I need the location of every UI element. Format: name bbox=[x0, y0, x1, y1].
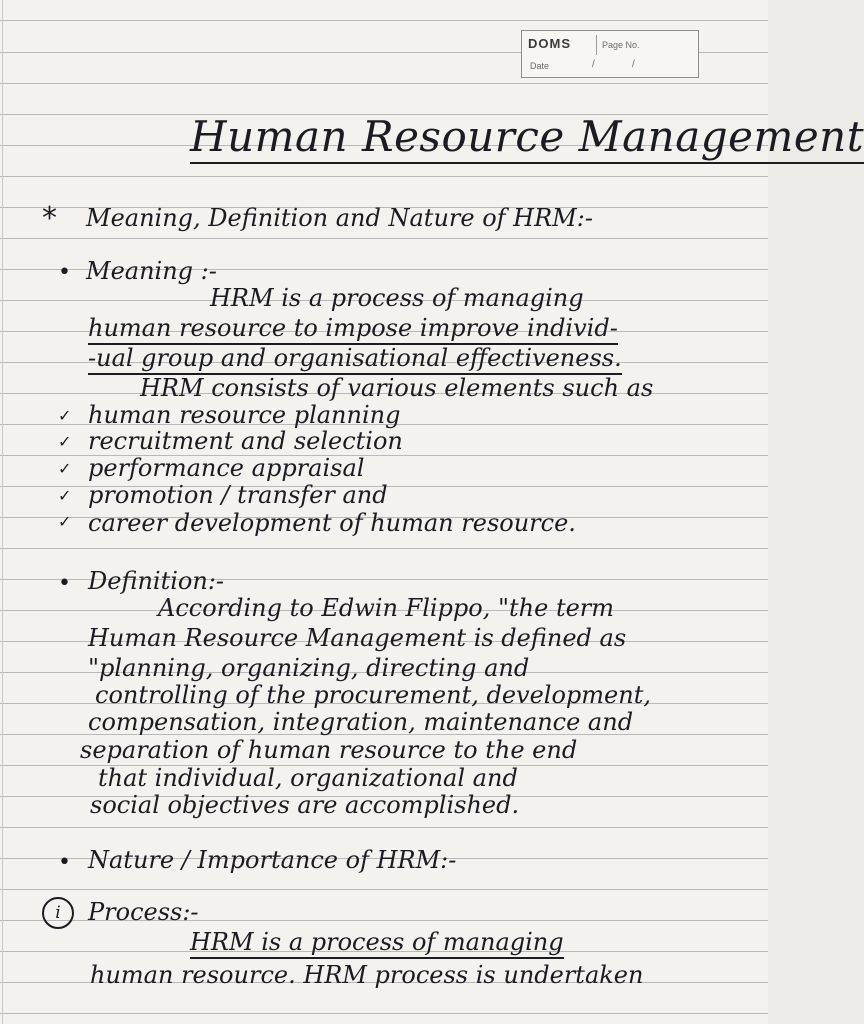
definition-line: "planning, organizing, directing and bbox=[88, 654, 530, 682]
definition-line: compensation, integration, maintenance and bbox=[88, 708, 634, 736]
check-mark: ✓ bbox=[58, 406, 72, 425]
process-heading: Process:- bbox=[88, 898, 199, 926]
date-separator: / bbox=[632, 59, 635, 70]
page-header-box bbox=[521, 30, 699, 78]
checklist-item: recruitment and selection bbox=[88, 427, 403, 455]
bullet-mark: • bbox=[58, 850, 71, 875]
check-mark: ✓ bbox=[58, 512, 72, 531]
process-line: human resource. HRM process is undertaken bbox=[90, 961, 644, 989]
process-line: HRM is a process of managing bbox=[190, 927, 564, 957]
meaning-heading: Meaning :- bbox=[86, 257, 217, 285]
header-divider bbox=[596, 35, 597, 55]
definition-line: Human Resource Management is defined as bbox=[88, 624, 627, 652]
bullet-mark: • bbox=[58, 260, 71, 285]
definition-line: that individual, organizational and bbox=[98, 764, 518, 792]
bullet-mark: • bbox=[58, 571, 71, 596]
brand-logo: DOMS bbox=[528, 36, 571, 51]
date-label: Date bbox=[530, 61, 550, 71]
checklist-item: promotion / transfer and bbox=[88, 481, 388, 509]
meaning-line: human resource to impose improve individ- bbox=[88, 313, 618, 343]
nature-heading: Nature / Importance of HRM:- bbox=[88, 846, 457, 874]
page-number-label: Page No. bbox=[602, 40, 640, 50]
checklist-item: human resource planning bbox=[88, 401, 401, 429]
check-mark: ✓ bbox=[58, 432, 72, 451]
definition-heading: Definition:- bbox=[88, 567, 225, 595]
asterisk-mark: * bbox=[42, 201, 57, 236]
margin-line bbox=[2, 0, 3, 1024]
page-title: Human Resource Management bbox=[190, 112, 864, 162]
item-number-circle: i bbox=[42, 897, 74, 929]
check-mark: ✓ bbox=[58, 459, 72, 478]
definition-line: controlling of the procurement, development, bbox=[95, 681, 651, 709]
checklist-item: performance appraisal bbox=[88, 454, 365, 482]
definition-line: According to Edwin Flippo, "the term bbox=[158, 594, 615, 622]
definition-line: social objectives are accomplished. bbox=[90, 791, 520, 819]
section-heading: Meaning, Definition and Nature of HRM:- bbox=[86, 204, 593, 232]
date-separator: / bbox=[592, 59, 595, 70]
definition-line: separation of human resource to the end bbox=[80, 736, 578, 764]
meaning-line: HRM consists of various elements such as bbox=[140, 374, 654, 402]
checklist-item: career development of human resource. bbox=[88, 509, 576, 537]
meaning-line: HRM is a process of managing bbox=[210, 284, 584, 312]
check-mark: ✓ bbox=[58, 486, 72, 505]
meaning-line: -ual group and organisational effectiveness. bbox=[88, 343, 622, 373]
